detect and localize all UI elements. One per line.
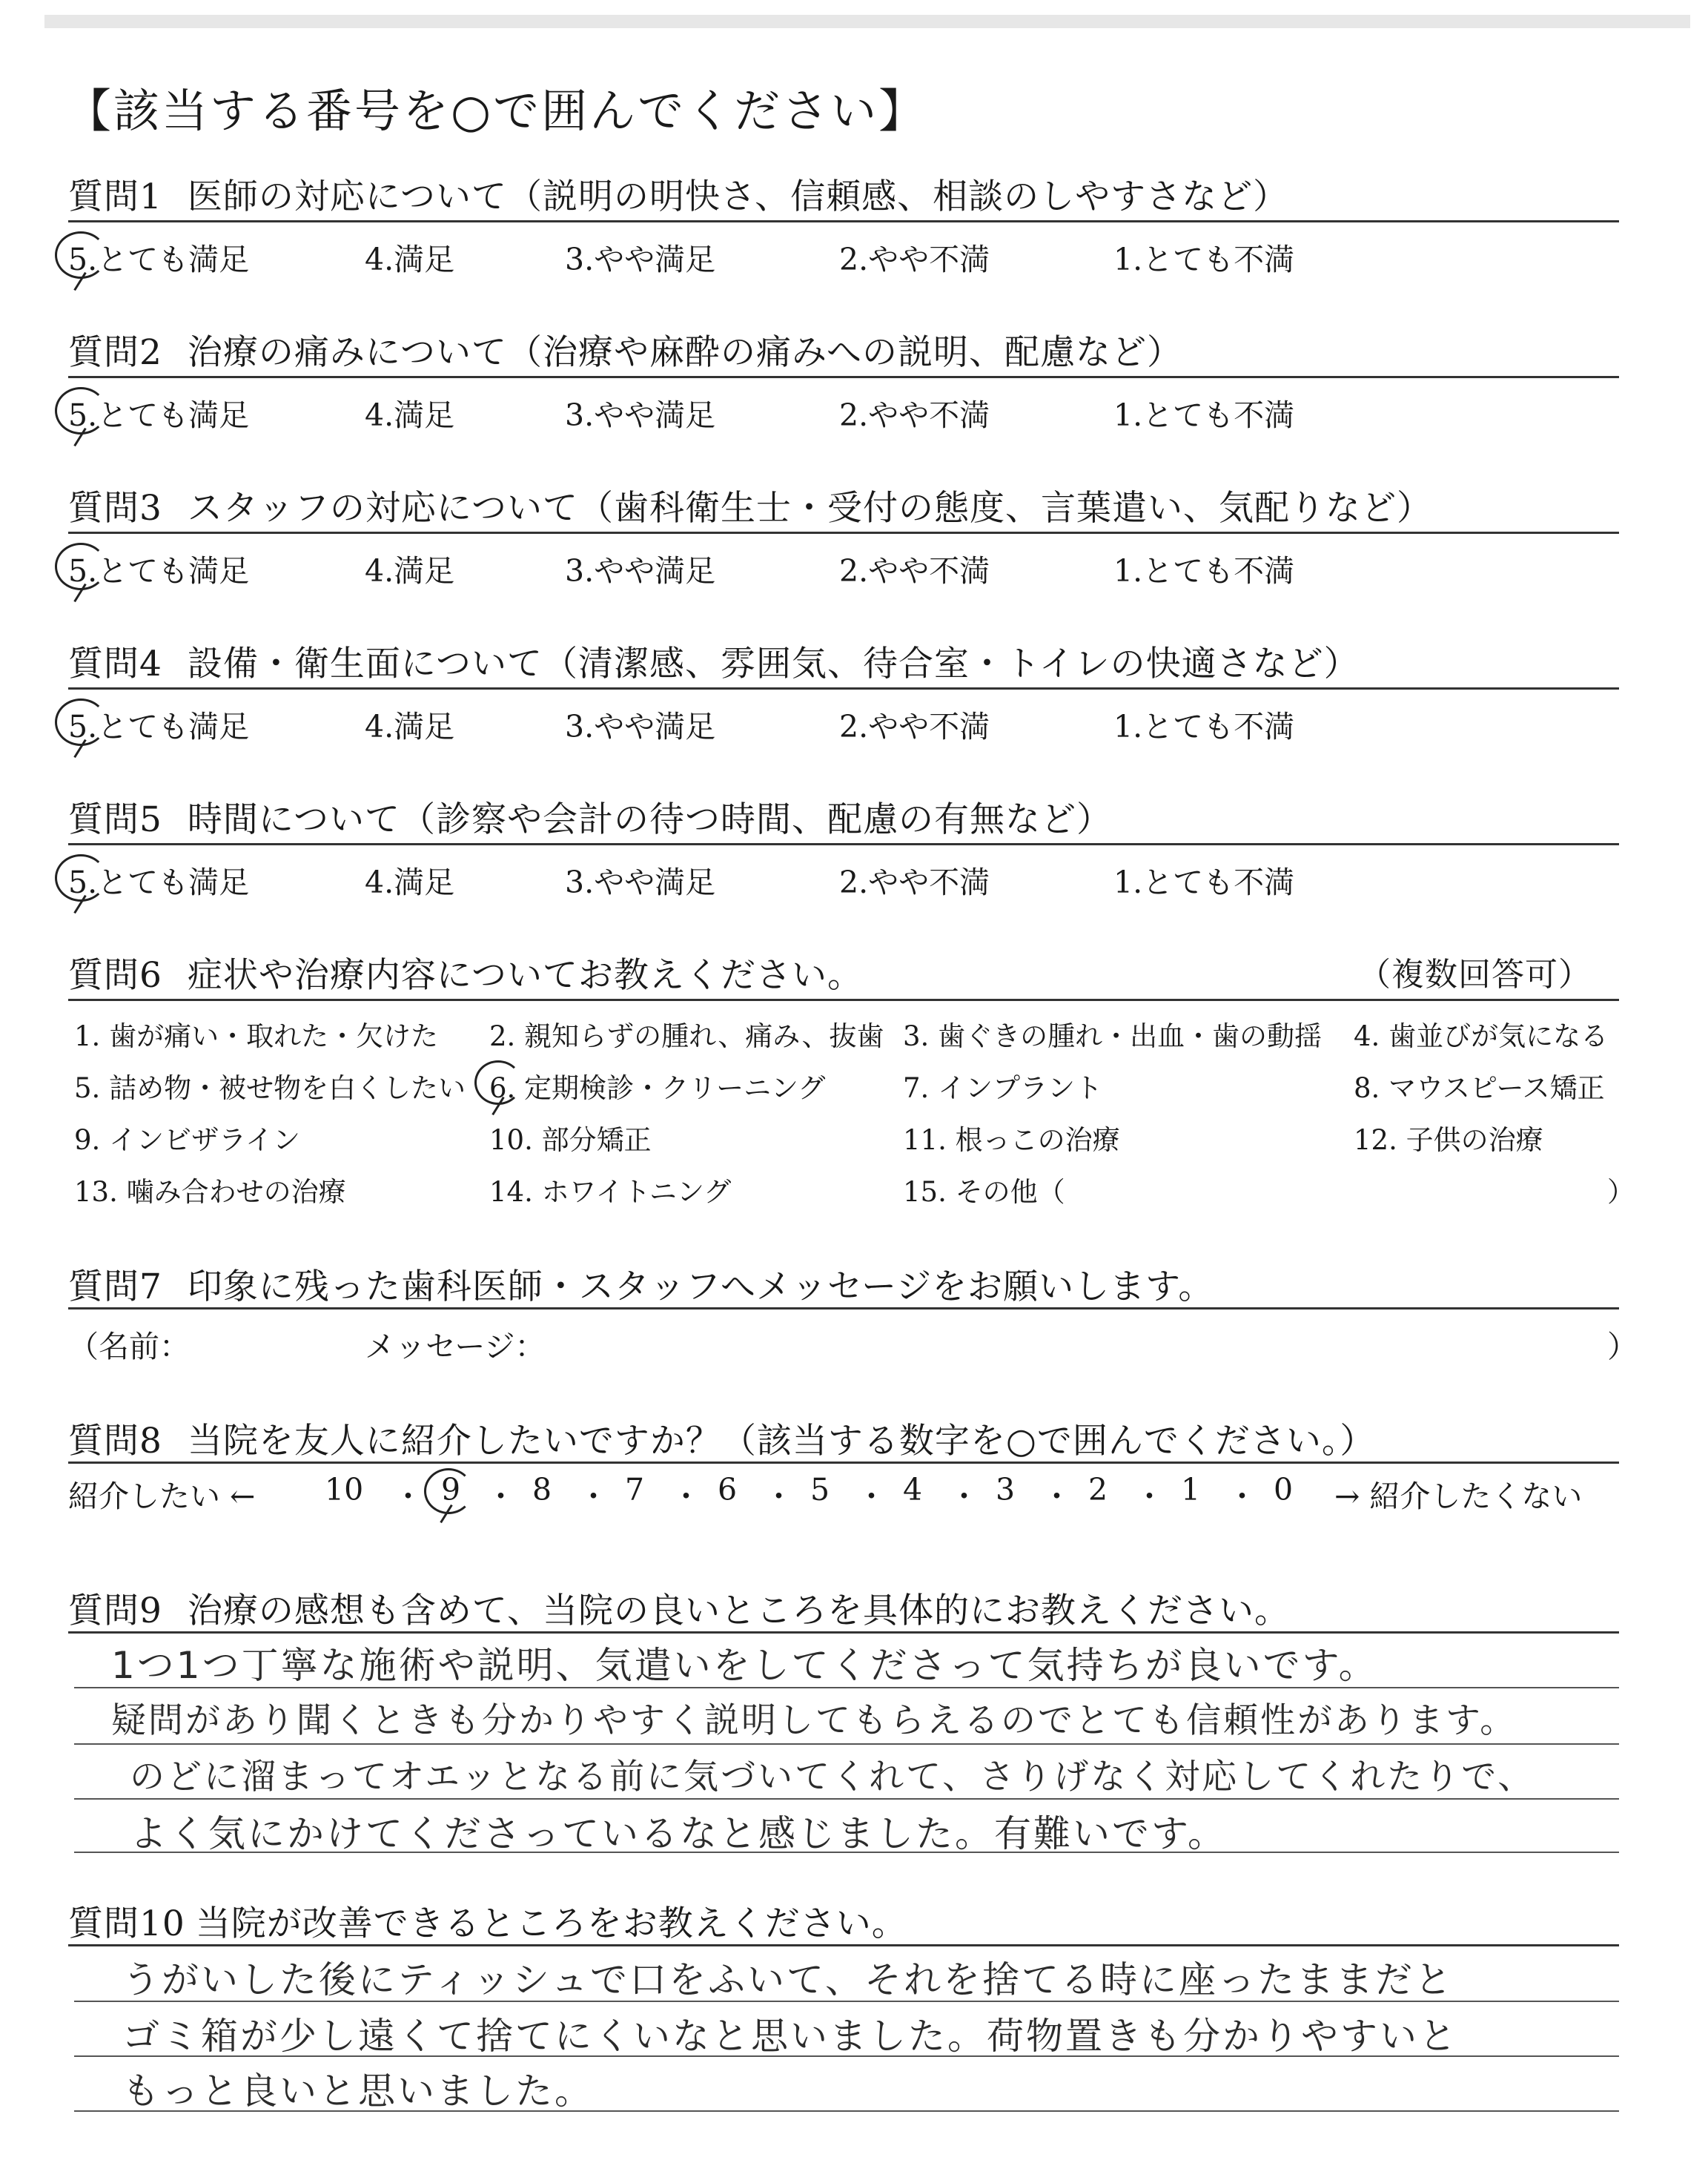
q6-option-10[interactable]: 10. 部分矯正 [489,1124,652,1156]
question-10-rule [68,1944,1619,1946]
question-9-rule [68,1631,1619,1634]
q1-option-1[interactable]: 1.とても不満 [1113,242,1295,277]
q8-left-label: 紹介したい ← [68,1479,256,1514]
q5-option-2[interactable]: 2.やや不満 [839,865,990,900]
q10-answer-line-2: ゴミ箱が少し遠くて捨てにくいなと思いました。荷物置きも分かりやすいと [122,2015,1458,2058]
q8-scale-7[interactable]: 7 [625,1472,645,1507]
question-2-title [68,325,1182,374]
q5-option-5[interactable]: 5.とても満足 [68,865,250,900]
question-number: 質問10 [68,1903,185,1944]
q8-scale-4[interactable]: 4 [903,1472,923,1507]
q8-separator: ・ [856,1479,887,1514]
q7-name-label: （名前： [68,1329,190,1364]
q8-separator: ・ [949,1479,979,1514]
question-text: 時間について（診察や会計の待つ時間、配慮の有無など） [187,799,1112,840]
q7-close-paren: ） [1607,1329,1638,1364]
q6-option-13[interactable]: 13. 噛み合わせの治療 [74,1176,346,1208]
q6-option-1[interactable]: 1. 歯が痛い・取れた・欠けた [74,1020,439,1052]
q10-writing-line [74,2001,1619,2002]
q8-scale-5[interactable]: 5 [810,1472,830,1507]
question-text: 治療の痛みについて（治療や麻酔の痛みへの説明、配慮など） [187,332,1183,373]
question-2-rule [68,376,1619,378]
q6-option-14[interactable]: 14. ホワイトニング [489,1176,732,1208]
scan-top-edge [44,15,1690,28]
q3-option-1[interactable]: 1.とても不満 [1113,553,1295,589]
question-text: 当院が改善できるところをお教えください。 [195,1903,907,1944]
q8-scale-1[interactable]: 1 [1181,1472,1201,1507]
q8-separator: ・ [578,1479,609,1514]
q8-separator: ・ [1227,1479,1257,1514]
question-4-rule [68,687,1619,690]
question-text: 設備・衛生面について（清潔感、雰囲気、待合室・トイレの快適さなど） [187,644,1360,684]
q8-scale-2[interactable]: 2 [1088,1472,1108,1507]
q8-scale-3[interactable]: 3 [996,1472,1016,1507]
question-text: 当院を友人に紹介したいですか？（該当する数字を○で囲んでください。） [187,1421,1376,1462]
question-text: 医師の対応について（説明の明快さ、信頼感、相談のしやすさなど） [187,176,1289,217]
question-number: 質問8 [68,1421,162,1462]
q2-option-5[interactable]: 5.とても満足 [68,397,250,433]
q1-option-3[interactable]: 3.やや満足 [565,242,716,277]
question-number: 質問7 [68,1266,162,1307]
question-7-rule [68,1307,1619,1309]
question-8-rule [68,1462,1619,1464]
q8-scale-9[interactable]: 9 [441,1472,461,1507]
q4-option-3[interactable]: 3.やや満足 [565,709,716,744]
page-title: 【該当する番号を○で囲んでください】 [65,84,927,138]
q6-option-5[interactable]: 5. 詰め物・被せ物を白くしたい [74,1072,466,1104]
question-10-title [68,1896,907,1946]
q1-selection-circle [55,231,107,279]
q9-writing-line [74,1798,1619,1800]
question-1-rule [68,220,1619,222]
question-5-title [68,792,1112,842]
q10-answer-line-3: もっと良いと思いました。 [122,2070,594,2113]
question-text: 治療の感想も含めて、当院の良いところを具体的にお教えください。 [187,1591,1290,1631]
q5-option-4[interactable]: 4.満足 [365,865,455,900]
q3-option-4[interactable]: 4.満足 [365,553,455,589]
q8-separator: ・ [1134,1479,1165,1514]
q4-option-4[interactable]: 4.満足 [365,709,455,744]
q6-option-2[interactable]: 2. 親知らずの腫れ、痛み、抜歯 [489,1020,884,1052]
q6-option-7[interactable]: 7. インプラント [903,1072,1103,1104]
q8-scale-8[interactable]: 8 [532,1472,552,1507]
q6-option-15[interactable]: 15. その他（ [903,1176,1065,1208]
q2-selection-circle [55,387,107,435]
q4-option-1[interactable]: 1.とても不満 [1113,709,1295,744]
question-text: 症状や治療内容についてお教えください。 [187,955,863,996]
q4-option-5[interactable]: 5.とても満足 [68,709,250,744]
q9-writing-line [74,1852,1619,1853]
q3-option-5[interactable]: 5.とても満足 [68,553,250,589]
q8-separator: ・ [671,1479,701,1514]
q6-option-3[interactable]: 3. 歯ぐきの腫れ・出血・歯の動揺 [903,1020,1323,1052]
q8-separator: ・ [764,1479,794,1514]
q9-writing-line [74,1743,1619,1745]
q6-option-4[interactable]: 4. 歯並びが気になる [1354,1020,1609,1052]
q10-answer-line-1: うがいした後にティッシュで口をふいて、それを捨てる時に座ったままだと [122,1958,1454,2001]
question-5-rule [68,843,1619,845]
q2-option-4[interactable]: 4.満足 [365,397,455,433]
question-6-title [68,948,863,997]
q3-option-3[interactable]: 3.やや満足 [565,553,716,589]
q8-scale-10[interactable]: 10 [325,1472,364,1507]
q2-option-3[interactable]: 3.やや満足 [565,397,716,433]
q2-option-1[interactable]: 1.とても不満 [1113,397,1295,433]
question-6-rule [68,999,1619,1001]
q8-separator: ・ [393,1479,423,1514]
q6-option-6[interactable]: 6. 定期検診・クリーニング [489,1072,826,1104]
question-text: 印象に残った歯科医師・スタッフへメッセージをお願いします。 [187,1266,1214,1307]
q5-selection-circle [55,854,107,902]
question-number: 質問1 [68,176,162,217]
q10-writing-line [74,2055,1619,2057]
question-number: 質問2 [68,332,162,373]
question-3-title [68,480,1432,530]
question-number: 質問3 [68,488,162,529]
q6-other-close-paren: ） [1607,1176,1635,1208]
q6-option-9[interactable]: 9. インビザライン [74,1124,300,1156]
q9-answer-line-3: のどに溜まってオエッとなる前に気づいてくれて、さりげなく対応してくれたりで、 [130,1757,1535,1797]
q6-option-12[interactable]: 12. 子供の治療 [1354,1124,1543,1156]
q8-separator: ・ [486,1479,516,1514]
q6-option-8[interactable]: 8. マウスピース矯正 [1354,1072,1605,1104]
q4-selection-circle [55,698,107,746]
question-7-title [68,1259,1214,1309]
q5-option-3[interactable]: 3.やや満足 [565,865,716,900]
question-number: 質問4 [68,644,162,684]
question-number: 質問9 [68,1591,162,1631]
q8-scale-6[interactable]: 6 [718,1472,738,1507]
question-number: 質問6 [68,955,162,996]
q1-option-2[interactable]: 2.やや不満 [839,242,990,277]
question-text: スタッフの対応について（歯科衛生士・受付の態度、言葉遣い、気配りなど） [187,488,1432,529]
q8-right-label: → 紹介したくない [1334,1479,1583,1514]
q5-option-1[interactable]: 1.とても不満 [1113,865,1295,900]
q9-answer-line-4: よく気にかけてくださっているなと感じました。有難いです。 [130,1812,1227,1855]
q4-option-2[interactable]: 2.やや不満 [839,709,990,744]
q9-writing-line [74,1687,1619,1688]
question-1-title [68,169,1288,219]
q8-scale-0[interactable]: 0 [1274,1472,1294,1507]
q3-option-2[interactable]: 2.やや不満 [839,553,990,589]
q2-option-2[interactable]: 2.やや不満 [839,397,990,433]
q10-writing-line [74,2110,1619,2112]
q8-separator: ・ [1042,1479,1072,1514]
q6-selection-circle [474,1060,522,1105]
q7-message-label: メッセージ： [365,1329,546,1364]
question-4-title [68,636,1360,686]
q9-answer-line-1: 1つ1つ丁寧な施術や説明、気遣いをしてくださって気持ちが良いです。 [111,1644,1378,1687]
question-9-title [68,1583,1290,1633]
q1-option-4[interactable]: 4.満足 [365,242,455,277]
q3-selection-circle [55,543,107,590]
q6-multiple-answers-note: （複数回答可） [1358,956,1592,994]
q9-answer-line-2: 疑問があり聞くときも分かりやすく説明してもらえるのでとても信頼性があります。 [111,1700,1517,1741]
question-3-rule [68,532,1619,534]
q6-option-11[interactable]: 11. 根っこの治療 [903,1124,1120,1156]
q1-option-5[interactable]: 5.とても満足 [68,242,250,277]
question-number: 質問5 [68,799,162,840]
question-8-title [68,1413,1375,1463]
